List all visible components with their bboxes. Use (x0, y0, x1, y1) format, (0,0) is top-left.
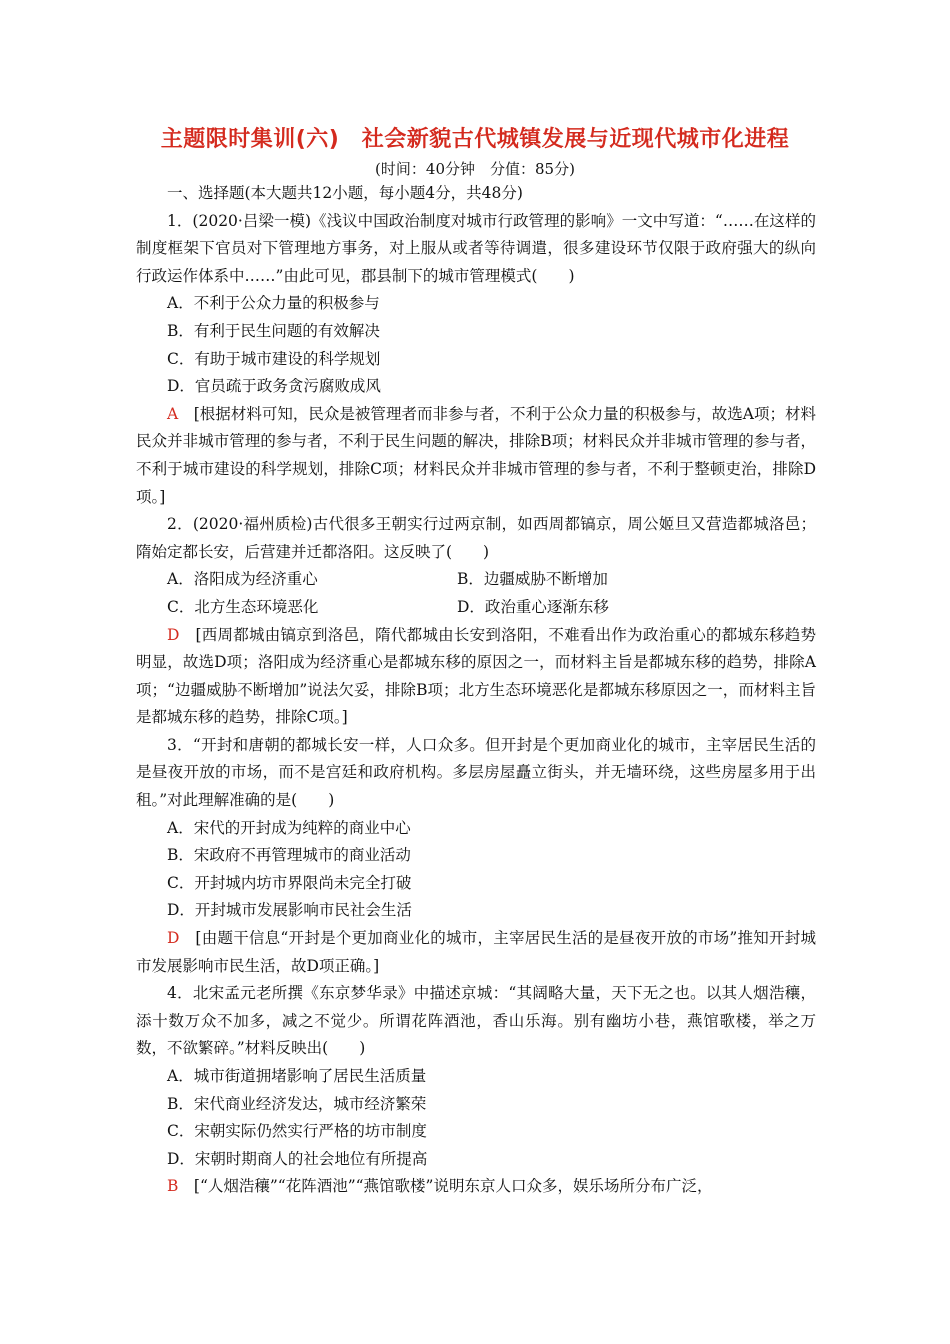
question-2-stem: 2．(2020·福州质检)古代很多王朝实行过两京制，如西周都镐京，周公姬旦又营造都城洛邑；隋始定都长安，后营建并迁都洛阳。这反映了( ) (136, 515, 816, 561)
question-2-option-b: B．边疆威胁不断增加 (457, 570, 608, 589)
question-1-answer (136, 401, 816, 511)
question-1-answer-letter: A (167, 404, 179, 423)
question-3-explanation: [由题干信息“开封是个更加商业化的城市，主宰居民生活的是昼夜开放的市场”推知开封城市发展影响市民生活，故D项正确。] (136, 929, 816, 975)
question-1-option-d: D．官员疏于政务贪污腐败成风 (167, 377, 381, 396)
question-content (136, 180, 816, 1201)
question-4-stem: 4．北宋孟元老所撰《东京梦华录》中描述京城：“其阔略大量，天下无之也。以其人烟浩穰，添十数万众不加多，减之不觉少。所谓花阵酒池，香山乐海。别有幽坊小巷，燕馆歌楼，举之万数，不欲繁碎。”材料反映出( ) (136, 984, 816, 1058)
question-4-answer (136, 1173, 816, 1201)
question-4-answer-letter: B (167, 1177, 179, 1196)
page-title: 主题限时集训(六) 社会新貌古代城镇发展与近现代城市化进程 (160, 127, 790, 152)
question-1-stem: 1．(2020·吕梁一模)《浅议中国政治制度对城市行政管理的影响》一文中写道：“……在这样的制度框架下官员对下管理地方事务，对上服从或者等待调遣，很多建设环节仅限于政府强大的纵向行政运作体系中……”由此可见，郡县制下的城市管理模式( ) (136, 211, 816, 285)
page-subtitle: (时间：40分钟 分值：85分) (375, 160, 575, 178)
question-2-options-row-2 (136, 594, 816, 622)
question-4-option-a: A．城市街道拥堵影响了居民生活质量 (167, 1067, 427, 1085)
question-3-option-a: A．宋代的开封成为纯粹的商业中心 (167, 818, 411, 837)
question-4-explanation: [“人烟浩穰”“花阵酒池”“燕馆歌楼”说明东京人口众多，娱乐场所分布广泛， (178, 1177, 713, 1196)
question-2-option-a: A．洛阳成为经济重心 (167, 570, 318, 589)
question-2-answer (136, 622, 816, 732)
question-2-option-d: D．政治重心逐渐东移 (457, 597, 609, 616)
section-heading: 一、选择题(本大题共12小题，每小题4分，共48分) (167, 184, 523, 202)
question-1-option-c: C．有助于城市建设的科学规划 (167, 349, 381, 368)
question-4-option-b: B．宋代商业经济发达，城市经济繁荣 (167, 1094, 427, 1113)
question-4-option-d: D．宋朝时期商人的社会地位有所提高 (167, 1149, 428, 1168)
question-3-option-b: B．宋政府不再管理城市的商业活动 (167, 846, 411, 865)
question-1-option-b: B．有利于民生问题的有效解决 (167, 321, 380, 340)
question-3-option-c: C．开封城内坊市界限尚未完全打破 (167, 873, 412, 892)
question-3-option-d: D．开封城市发展影响市民社会生活 (167, 901, 412, 920)
question-3-answer-letter: D (167, 929, 180, 948)
question-3-stem: 3．“开封和唐朝的都城长安一样，人口众多。但开封是个更加商业化的城市，主宰居民生活的是昼夜开放的市场，而不是宫廷和政府机构。多层房屋矗立街头，并无墙环绕，这些房屋多用于出租。”对此理解准确的是( ) (136, 735, 816, 810)
question-2-explanation: [西周都城由镐京到洛邑，隋代都城由长安到洛阳，不难看出作为政治重心的都城东移趋势明显，故选D项；洛阳成为经济重心是都城东移的原因之一，而材料主旨是都城东移的趋势，排除A项；“边疆威胁不断增加”说法欠妥，排除B项；北方生态环境恶化是都城东移原因之一，而材料主旨是都城东移的趋势，排除C项。] (136, 625, 816, 727)
question-2-option-c: C．北方生态环境恶化 (167, 597, 319, 616)
question-3-answer (136, 925, 816, 980)
question-2-answer-letter: D (167, 625, 180, 644)
question-4-option-c: C．宋朝实际仍然实行严格的坊市制度 (167, 1122, 427, 1141)
question-2-options-row-1 (136, 566, 816, 594)
question-1-explanation: [根据材料可知，民众是被管理者而非参与者，不利于公众力量的积极参与，故选A项；材料民众并非城市管理的参与者，不利于民生问题的解决，排除B项；材料民众并非城市管理的参与者，不利于城市建设的科学规划，排除C项；材料民众并非城市管理的参与者，不利于整顿吏治，排除D项。] (136, 404, 816, 506)
question-1-option-a: A．不利于公众力量的积极参与 (167, 294, 380, 313)
